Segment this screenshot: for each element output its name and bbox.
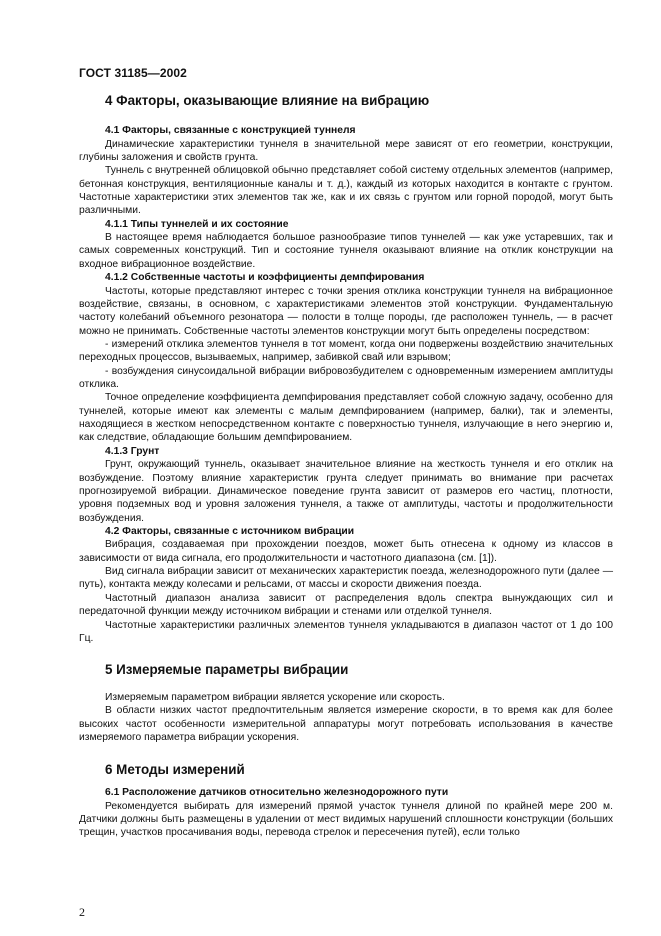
section-5-title: 5 Измеряемые параметры вибрации — [105, 662, 349, 677]
section-6-title: 6 Методы измерений — [105, 762, 245, 777]
paragraph: Измеряемым параметром вибрации является ускорение или скорость. — [105, 692, 445, 703]
list-item: - измерений отклика элементов туннеля в тот момент, когда они подвержены воздействию значительных переходных процессов, вызываемых, например, забивкой свай или взрывом; — [79, 338, 613, 364]
paragraph: Вид сигнала вибрации зависит от механических характеристик поезда, железнодорожного пути (далее — путь), контакта между колесами и рельсами, от массы и скорости движения поезда. — [79, 566, 613, 591]
paragraph: Рекомендуется выбирать для измерений прямой участок туннеля длиной по крайней мере 200 м. Датчики должны быть размещены в удалении от мест видимых нарушений сплошности конструкции (больших трещин, участков просачивания воды, перевода стрелок и пересечения путей), если только — [79, 800, 613, 839]
subsection-4-2-title: 4.2 Факторы, связанные с источником вибрации — [105, 525, 355, 537]
paragraph: Частотный диапазон анализа зависит от распределения вдоль спектра вынуждающих сил и передаточной функции между источником вибрации и стенами или отделкой туннеля. — [79, 592, 613, 618]
paragraph: Частоты, которые представляют интерес с точки зрения отклика конструкции туннеля на вибрационное воздействие, связаны, в основном, с характеристиками элементов этой конструкции. Фундаментальную частоту колебаний объемного резонатора — полости в толще породы, где расположен туннель, — в расчет можно не принимать. Собственные частоты элементов конструкции могут быть определены посредством: — [79, 285, 613, 337]
paragraph: Динамические характеристики туннеля в значительной мере зависят от его геометрии, конструкции, глубины заложения и свойств грунта. — [79, 138, 613, 163]
section-6-body — [79, 786, 613, 840]
section-5-heading-block — [79, 661, 613, 678]
subsection-4-1-2-title: 4.1.2 Собственные частоты и коэффициенты демпфирования — [105, 272, 425, 284]
paragraph: В области низких частот предпочтительным является измерение скорости, в то время как для более высоких частот особенности измерительной аппаратуры могут потребовать использования в качестве измеряемого параметра вибрации ускорения. — [79, 705, 613, 744]
section-4-body — [79, 124, 613, 645]
section-6-heading-block — [79, 761, 613, 778]
section-4-title: 4 Факторы, оказывающие влияние на вибрацию — [105, 93, 430, 108]
section-5-body — [79, 691, 613, 744]
page-number: 2 — [79, 905, 85, 919]
subsection-4-1-3-title: 4.1.3 Грунт — [105, 445, 160, 457]
paragraph: Частотные характеристики различных элементов туннеля укладываются в диапазон частот от 1 до 100 Гц. — [79, 619, 613, 644]
standard-header: ГОСТ 31185—2002 — [79, 66, 187, 80]
paragraph: В настоящее время наблюдается большое разнообразие типов туннелей — как уже устаревших, так и самых современных конструкций. Тип и состояние туннеля оказывают влияние на отклик конструкции на входное вибрационное воздействие. — [79, 232, 613, 270]
list-item: - возбуждения синусоидальной вибрации вибровозбудителем с одновременным измерением амплитуды отклика. — [79, 365, 613, 390]
paragraph: Точное определение коэффициента демпфирования представляет собой сложную задачу, особенно для туннелей, которые имеют как элементы с малым демпфированием (например, балки), так и элементы, находящиеся в жестком непосредственном контакте с поверхностью туннеля, излучающие в него энергию и, как следствие, обладающие большим демпфированием. — [79, 392, 613, 444]
subsection-4-1-1-title: 4.1.1 Типы туннелей и их состояние — [105, 218, 289, 230]
subsection-4-1-title: 4.1 Факторы, связанные с конструкцией туннеля — [105, 125, 356, 136]
paragraph: Туннель с внутренней облицовкой обычно представляет собой систему отдельных элементов (например, бетонная конструкция, вентиляционные каналы и т. д.), каждый из которых находится в контакте с грунтом. Частотные характеристики этих элементов так же, как и их связь с грунтом или горной породой, могут быть различными. — [79, 165, 613, 217]
section-4-heading-block — [79, 92, 613, 109]
subsection-6-1-title: 6.1 Расположение датчиков относительно железнодорожного пути — [105, 787, 449, 798]
paragraph: Грунт, окружающий туннель, оказывает значительное влияние на жесткость туннеля и его отклик на возбуждение. Поэтому влияние характеристик грунта следует принимать во внимание при расчетах прогнозируемой вибрации. Динамическое поведение грунта зависит от размеров его частиц, плотности, уровня подземных вод и уровня заложения туннеля, а также от амплитуды, частоты и продолжительности возбуждения. — [79, 459, 613, 524]
paragraph: Вибрация, создаваемая при прохождении поездов, может быть отнесена к одному из классов в зависимости от вида сигнала, его продолжительности и частотного диапазона (см. [1]). — [79, 539, 613, 564]
